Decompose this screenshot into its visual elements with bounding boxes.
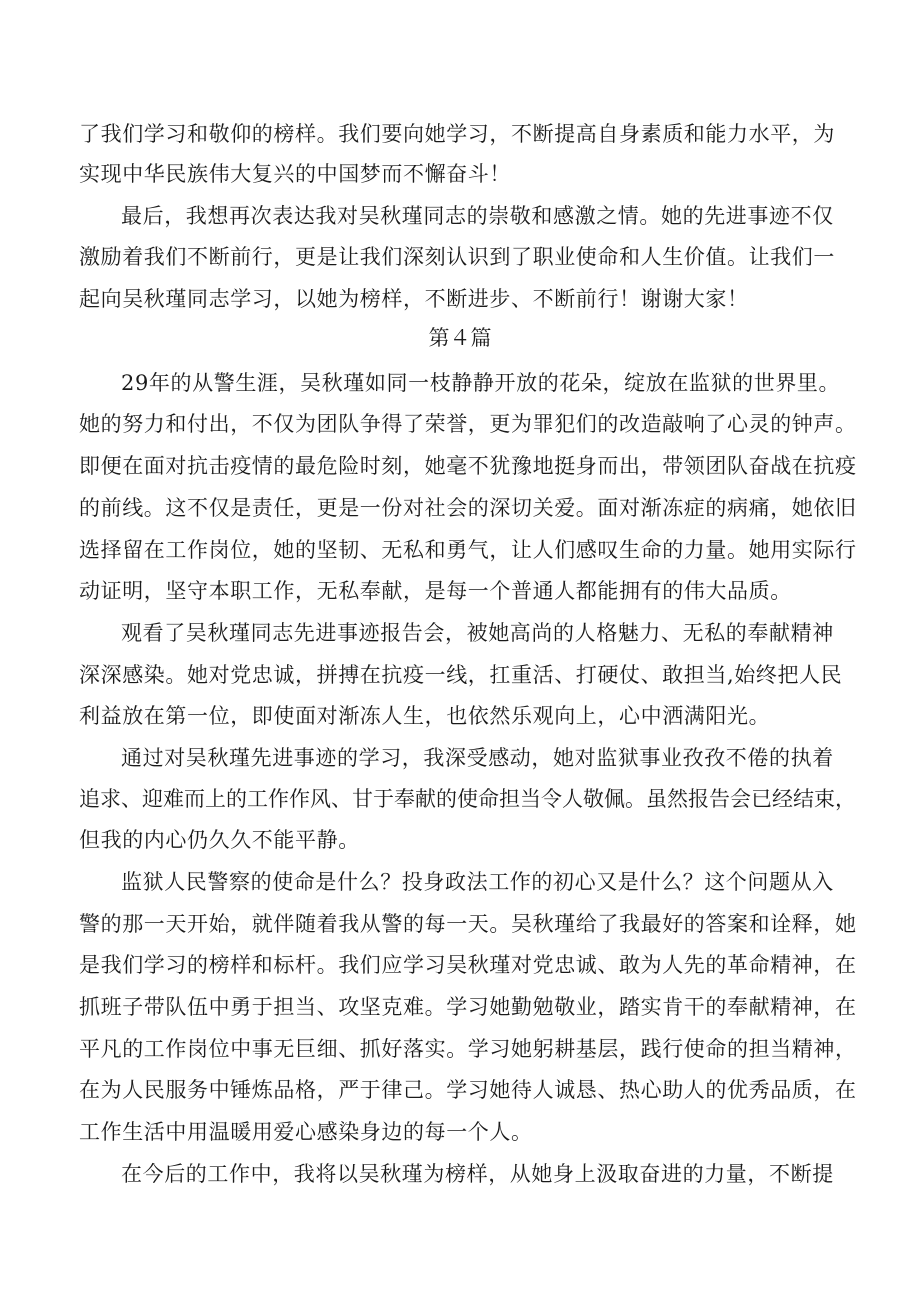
text-line: 追求、迎难而上的工作作风、甘于奉献的使命担当令人敬佩。虽然报告会已经结束， (79, 787, 856, 811)
text-line: 平凡的工作岗位中事无巨细、抓好落实。学习她躬耕基层，践行使命的担当精神， (79, 1037, 857, 1061)
text-line: 即便在面对抗击疫情的最危险时刻，她毫不犹豫地挺身而出，带领团队奋战在抗疫 (79, 454, 857, 478)
paragraph-start-line: 观看了吴秋瑾同志先进事迹报告会，被她高尚的人格魅力、无私的奉献精神 (121, 621, 834, 645)
text-line: 实现中华民族伟大复兴的中国梦而不懈奋斗！ (79, 162, 511, 186)
text-line: 在为人民服务中锤炼品格，严于律己。学习她待人诚恳、热心助人的优秀品质，在 (79, 1078, 857, 1102)
text-line: 她的努力和付出，不仅为团队争得了荣誉，更为罪犯们的改造敲响了心灵的钟声。 (79, 412, 857, 436)
text-line: 抓班子带队伍中勇于担当、攻坚克难。学习她勤勉敬业，踏实肯干的奉献精神，在 (79, 995, 857, 1019)
text-line: 的前线。这不仅是责任，更是一份对社会的深切关爱。面对渐冻症的病痛，她依旧 (79, 496, 857, 520)
paragraph-start-line: 监狱人民警察的使命是什么？投身政法工作的初心又是什么？这个问题从入 (121, 870, 834, 894)
text-line: 动证明，坚守本职工作，无私奉献，是每一个普通人都能拥有的伟大品质。 (79, 579, 792, 603)
text-line: 深深感染。她对党忠诚，拼搏在抗疫一线，扛重活、打硬仗、敢担当,始终把人民 (79, 663, 843, 687)
section-heading: 第４篇 (428, 326, 492, 350)
paragraph-start-line: 在今后的工作中，我将以吴秋瑾为榜样，从她身上汲取奋进的力量，不断提 (121, 1162, 834, 1186)
text-line: 工作生活中用温暖用爱心感染身边的每一个人。 (79, 1120, 533, 1144)
text-line: 激励着我们不断前行，更是让我们深刻认识到了职业使命和人生价值。让我们一 (79, 245, 835, 269)
paragraph-start-line: 最后，我想再次表达我对吴秋瑾同志的崇敬和感激之情。她的先进事迹不仅 (121, 204, 834, 228)
paragraph-start-line: 29年的从警生涯，吴秋瑾如同一枝静静开放的花朵，绽放在监狱的世界里。 (121, 371, 841, 395)
text-line: 了我们学习和敬仰的榜样。我们要向她学习，不断提高自身素质和能力水平，为 (79, 122, 835, 146)
text-line: 利益放在第一位，即使面对渐冻人生，也依然乐观向上，心中洒满阳光。 (79, 704, 771, 728)
paragraph-start-line: 通过对吴秋瑾先进事迹的学习，我深受感动，她对监狱事业孜孜不倦的执着 (121, 746, 834, 770)
text-line: 但我的内心仍久久不能平静。 (79, 828, 360, 852)
text-line: 是我们学习的榜样和标杆。我们应学习吴秋瑾对党忠诚、敢为人先的革命精神，在 (79, 953, 857, 977)
text-line: 警的那一天开始，就伴随着我从警的每一天。吴秋瑾给了我最好的答案和诠释，她 (79, 912, 857, 936)
text-line: 选择留在工作岗位，她的坚韧、无私和勇气，让人们感叹生命的力量。她用实际行 (79, 538, 857, 562)
text-line: 起向吴秋瑾同志学习，以她为榜样，不断进步、不断前行！谢谢大家！ (79, 287, 749, 311)
